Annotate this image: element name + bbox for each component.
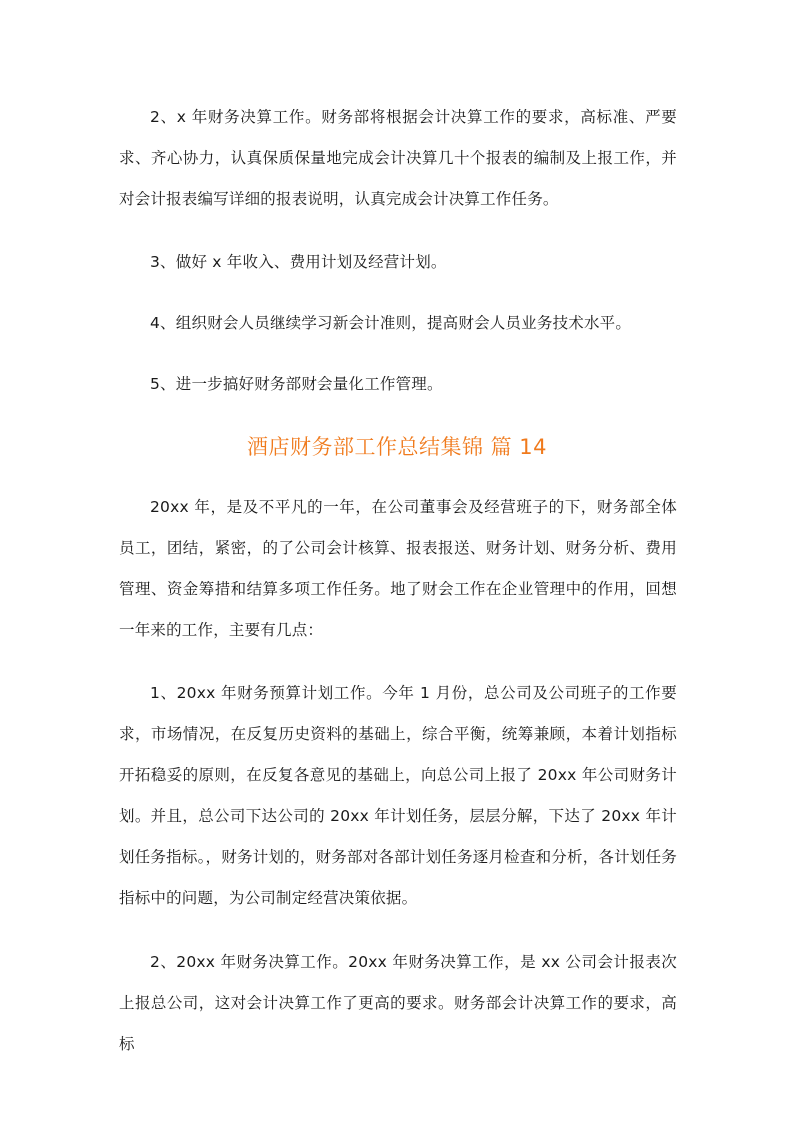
paragraph-item-1-budget: 1、20xx 年财务预算计划工作。今年 1 月份，总公司及公司班子的工作要求，市场情况，在反复历史资料的基础上，综合平衡，统筹兼顾，本着计划指标开拓稳妥的原则，在反复各意见的基础上，向总公司上报了 20xx 年公司财务计划。并且，总公司下达公司的 20xx 年计划任务，层层分解，下达了 20xx 年计划任务指标。，财务计划的，财务部对各部计划任务逐月检查和分析，各计划任务指标中的问题，为公司制定经营决策依据。 xyxy=(119,684,677,907)
paragraph-item-5-management: 5、进一步搞好财务部财会量化工作管理。 xyxy=(150,375,443,393)
paragraph-item-2-final-accounts: 2、x 年财务决算工作。财务部将根据会计决算工作的要求，高标准、严要求、齐心协力，认真保质保量地完成会计决算几十个报表的编制及上报工作，并对会计报表编写详细的报表说明，认真完成会计决算工作任务。 xyxy=(119,108,677,208)
section-title: 酒店财务部工作总结集锦 篇 14 xyxy=(246,435,548,459)
paragraph-item-2-year-end: 2、20xx 年财务决算工作。20xx 年财务决算工作，是 xx 公司会计报表次上报总公司，这对会计决算工作了更高的要求。财务部会计决算工作的要求，高标 xyxy=(119,953,677,1053)
paragraph-intro: 20xx 年，是及不平凡的一年，在公司董事会及经营班子的下，财务部全体员工，团结，紧密，的了公司会计核算、报表报送、财务计划、财务分析、费用管理、资金筹措和结算多项工作任务。地了财会工作在企业管理中的作用，回想一年来的工作，主要有几点： xyxy=(119,498,677,639)
paragraph-item-3-plans: 3、做好 x 年收入、费用计划及经营计划。 xyxy=(150,253,447,271)
paragraph-item-4-training: 4、组织财会人员继续学习新会计准则，提高财会人员业务技术水平。 xyxy=(150,314,632,332)
